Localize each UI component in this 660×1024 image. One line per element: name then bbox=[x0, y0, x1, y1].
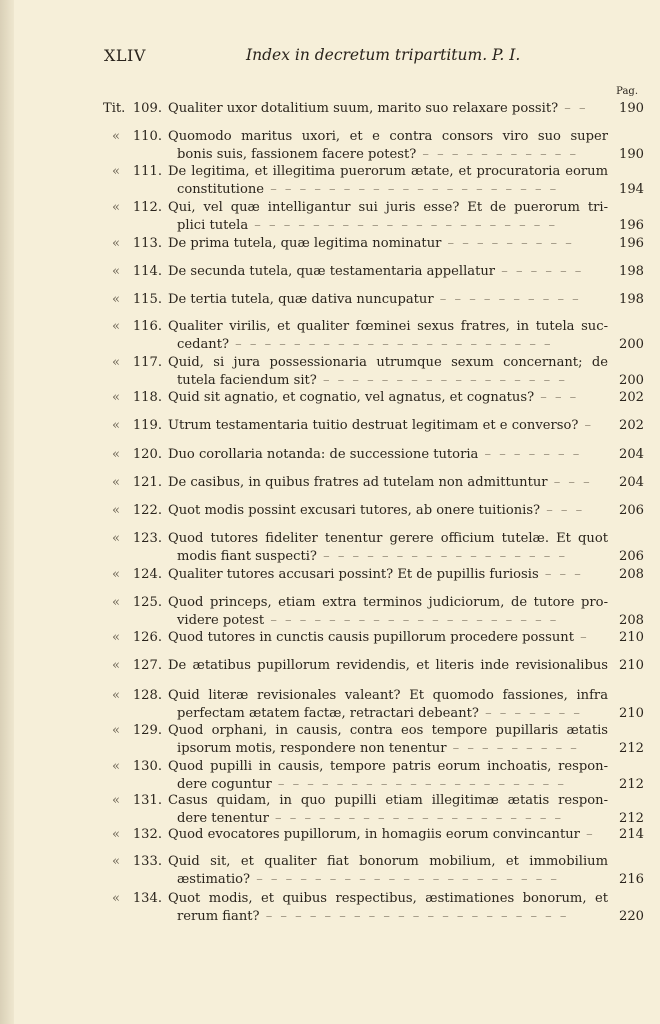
page-reference: 198 bbox=[619, 264, 644, 279]
page-reference: 190 bbox=[619, 147, 644, 162]
entry-line-1: Qualiter uxor dotalitium suum, marito suo relaxare possit? – – bbox=[168, 101, 588, 116]
page-reference: 210 bbox=[619, 658, 644, 673]
entry-prefix: « bbox=[112, 319, 121, 334]
title-number: 129. bbox=[132, 723, 162, 738]
entry-text bbox=[168, 629, 608, 647]
entry-text bbox=[168, 199, 608, 235]
entry-prefix: « bbox=[112, 475, 121, 490]
page-reference: 212 bbox=[619, 741, 644, 756]
entry-line-2: bonis suis, fassionem facere potest? – – – – – – – – – – – bbox=[177, 147, 579, 162]
entry-line-1: Quod orphani, in causis, contra eos tempore pupillaris ætatis bbox=[168, 723, 608, 738]
leader-dots: – – – – – – – – – – – bbox=[416, 147, 579, 162]
entry-line-1: De tertia tutela, quæ dativa nuncupatur – – – – – – – – – – bbox=[168, 292, 581, 307]
leader-dots: – – – – – – – bbox=[478, 447, 582, 462]
title-number: 119. bbox=[132, 418, 162, 433]
title-number: 126. bbox=[132, 630, 162, 645]
page-number: XLIV bbox=[104, 46, 146, 65]
entry-line-1: Quid, si jura possessionaria utrumque sexum concernant; de bbox=[168, 355, 608, 370]
title-number: 131. bbox=[132, 793, 162, 808]
entry-line-1: De legitima, et illegitima puerorum ætate, et procuratoria eorum bbox=[168, 164, 608, 179]
title-number: 132. bbox=[132, 827, 162, 842]
entry-text bbox=[168, 318, 608, 354]
entry-text bbox=[168, 687, 608, 723]
entry-line-2: cedant? – – – – – – – – – – – – – – – – – – – – – – bbox=[177, 337, 553, 352]
title-number: 133. bbox=[132, 854, 162, 869]
leader-dots: – – – – – – – – – – – – – – – – – – – – bbox=[264, 613, 559, 628]
title-number: 122. bbox=[132, 503, 162, 518]
leader-dots: – – – – – – – – – – – – – – – – – bbox=[316, 373, 567, 388]
entry-text bbox=[168, 502, 608, 520]
entry-line-1: De casibus, in quibus fratres ad tutelam non admittuntur – – – bbox=[168, 475, 592, 490]
entry-prefix: Tit. bbox=[103, 101, 126, 116]
title-number: 114. bbox=[132, 264, 162, 279]
title-number: 117. bbox=[132, 355, 162, 370]
title-number: 127. bbox=[132, 658, 162, 673]
entry-prefix: « bbox=[112, 129, 121, 144]
entry-line-1: Casus quidam, in quo pupilli etiam illegitimæ ætatis respon- bbox=[168, 793, 608, 808]
entry-line-1: Quid sit, et qualiter fiat bonorum mobilium, et immobilium bbox=[168, 854, 608, 869]
entry-prefix: « bbox=[112, 418, 121, 433]
title-number: 116. bbox=[132, 319, 162, 334]
entry-prefix: « bbox=[112, 595, 121, 610]
entry-line-1: Qui, vel quæ intelligantur sui juris esse? Et de puerorum tri- bbox=[168, 200, 608, 215]
leader-dots: – – – – – – – bbox=[478, 706, 582, 721]
title-number: 130. bbox=[132, 759, 162, 774]
page-reference: 202 bbox=[619, 418, 644, 433]
entry-prefix: « bbox=[112, 658, 121, 673]
leader-dots: – – – – – – – – – bbox=[441, 236, 574, 251]
page-reference: 200 bbox=[619, 373, 644, 388]
entry-line-1: Utrum testamentaria tuitio destruat legitimam et e converso? – bbox=[168, 418, 594, 433]
entry-line-1: Quot modis possint excusari tutores, ab onere tuitionis? – – – bbox=[168, 503, 585, 518]
page-reference: 212 bbox=[619, 777, 644, 792]
title-number: 134. bbox=[132, 891, 162, 906]
page-reference: 216 bbox=[619, 872, 644, 887]
leader-dots: – – – bbox=[538, 567, 583, 582]
page-reference: 202 bbox=[619, 390, 644, 405]
leader-dots: – – – – – – bbox=[495, 264, 584, 279]
leader-dots: – – – – – – – – – – – – – – – – – – – – – bbox=[259, 909, 569, 924]
entry-text bbox=[168, 474, 608, 492]
entry-prefix: « bbox=[112, 723, 121, 738]
page-reference: 204 bbox=[619, 475, 644, 490]
running-title: Index in decretum tripartitum. P. I. bbox=[246, 46, 521, 64]
page-reference: 206 bbox=[619, 549, 644, 564]
page-reference: 206 bbox=[619, 503, 644, 518]
leader-dots: – – – bbox=[540, 503, 585, 518]
entry-text bbox=[168, 100, 608, 118]
running-header bbox=[104, 46, 644, 70]
entry-line-2: perfectam ætatem factæ, retractari debeant? – – – – – – – bbox=[177, 706, 582, 721]
entry-line-1: Quot modis, et quibus respectibus, æstimationes bonorum, et bbox=[168, 891, 608, 906]
page-reference: 196 bbox=[619, 236, 644, 251]
entry-line-2: tutela faciendum sit? – – – – – – – – – – – – – – – – – bbox=[177, 373, 567, 388]
title-number: 115. bbox=[132, 292, 162, 307]
leader-dots: – – – – – – – – – – bbox=[433, 292, 581, 307]
entry-prefix: « bbox=[112, 759, 121, 774]
page-reference: 204 bbox=[619, 447, 644, 462]
entry-text bbox=[168, 446, 608, 464]
title-number: 112. bbox=[132, 200, 162, 215]
title-number: 118. bbox=[132, 390, 162, 405]
entry-prefix: « bbox=[112, 355, 121, 370]
entry-line-1: Quod evocatores pupillorum, in homagiis eorum convincantur – bbox=[168, 827, 595, 842]
title-number: 113. bbox=[132, 236, 162, 251]
leader-dots: – bbox=[579, 827, 595, 842]
entry-prefix: « bbox=[112, 390, 121, 405]
page-reference: 194 bbox=[619, 182, 644, 197]
entry-line-2: rerum fiant? – – – – – – – – – – – – – – – – – – – – – bbox=[177, 909, 569, 924]
entry-line-2: modis fiant suspecti? – – – – – – – – – – – – – – – – – bbox=[177, 549, 568, 564]
page-reference: 214 bbox=[619, 827, 644, 842]
title-number: 110. bbox=[132, 129, 162, 144]
entry-text bbox=[168, 657, 608, 675]
entry-text bbox=[168, 890, 608, 926]
entry-line-2: constitutione – – – – – – – – – – – – – – – – – – – – bbox=[177, 182, 559, 197]
entry-line-1: Quomodo maritus uxori, et e contra consors viro suo super bbox=[168, 129, 608, 144]
entry-text bbox=[168, 417, 608, 435]
entry-text bbox=[168, 722, 608, 758]
page-reference: 196 bbox=[619, 218, 644, 233]
entry-prefix: « bbox=[112, 531, 121, 546]
entry-prefix: « bbox=[112, 567, 121, 582]
entry-prefix: « bbox=[112, 292, 121, 307]
entry-line-1: Quid sit agnatio, et cognatio, vel agnatus, et cognatus? – – – bbox=[168, 390, 579, 405]
leader-dots: – bbox=[578, 418, 594, 433]
entry-prefix: « bbox=[112, 827, 121, 842]
page-reference: 210 bbox=[619, 630, 644, 645]
entry-line-2: dere tenentur – – – – – – – – – – – – – – – – – – – – bbox=[177, 811, 564, 826]
entry-prefix: « bbox=[112, 630, 121, 645]
entry-prefix: « bbox=[112, 854, 121, 869]
title-number: 121. bbox=[132, 475, 162, 490]
entry-prefix: « bbox=[112, 236, 121, 251]
entry-line-1: Quod tutores in cunctis causis pupillorum procedere possunt – bbox=[168, 630, 589, 645]
entry-text bbox=[168, 853, 608, 889]
leader-dots: – – – – – – – – – – – – – – – – – – – – – bbox=[248, 218, 558, 233]
entry-line-1: Quod tutores fideliter tenentur gerere officium tutelæ. Et quot bbox=[168, 531, 608, 546]
page-reference: 220 bbox=[619, 909, 644, 924]
entry-line-2: videre potest – – – – – – – – – – – – – – – – – – – – bbox=[177, 613, 559, 628]
title-number: 124. bbox=[132, 567, 162, 582]
title-number: 120. bbox=[132, 447, 162, 462]
leader-dots: – – – – – – – – – – – – – – – – – bbox=[316, 549, 568, 564]
page-reference: 208 bbox=[619, 567, 644, 582]
entry-text bbox=[168, 163, 608, 199]
entry-line-1: Qualiter virilis, et qualiter fœminei sexus fratres, in tutela suc- bbox=[168, 319, 608, 334]
entry-line-1: Qualiter tutores accusari possint? Et de pupillis furiosis – – – bbox=[168, 567, 583, 582]
entry-prefix: « bbox=[112, 164, 121, 179]
leader-dots: – – – – – – – – – – – – – – – – – – – – – – bbox=[229, 337, 553, 352]
entry-prefix: « bbox=[112, 891, 121, 906]
leader-dots: – – bbox=[558, 101, 588, 116]
leader-dots: – – – – – – – – – – – – – – – – – – – – bbox=[264, 182, 559, 197]
leader-dots: – – – – – – – – – – – – – – – – – – – – bbox=[268, 811, 564, 826]
entry-prefix: « bbox=[112, 503, 121, 518]
entry-line-1: Duo corollaria notanda: de successione tutoria – – – – – – – bbox=[168, 447, 582, 462]
leader-dots: – – – bbox=[534, 390, 579, 405]
title-number: 123. bbox=[132, 531, 162, 546]
entry-prefix: « bbox=[112, 264, 121, 279]
page-reference: 200 bbox=[619, 337, 644, 352]
leader-dots: – bbox=[573, 630, 589, 645]
page-reference: 208 bbox=[619, 613, 644, 628]
page-reference: 190 bbox=[619, 101, 644, 116]
entry-prefix: « bbox=[112, 200, 121, 215]
entry-line-2: dere coguntur – – – – – – – – – – – – – – – – – – – – bbox=[177, 777, 566, 792]
leader-dots: – – – – – – – – – bbox=[446, 741, 579, 756]
entry-text bbox=[168, 291, 608, 309]
title-number: 109. bbox=[132, 101, 162, 116]
entry-line-1: De prima tutela, quæ legitima nominatur – – – – – – – – – bbox=[168, 236, 574, 251]
entry-text bbox=[168, 594, 608, 630]
entry-text bbox=[168, 389, 608, 407]
title-number: 125. bbox=[132, 595, 162, 610]
entry-line-2: plici tutela – – – – – – – – – – – – – – – – – – – – – bbox=[177, 218, 558, 233]
entry-line-1: Quid literæ revisionales valeant? Et quomodo fassiones, infra bbox=[168, 688, 608, 703]
entry-line-1: De ætatibus pupillorum revidendis, et literis inde revisionalibus bbox=[168, 658, 608, 673]
page-edge bbox=[0, 0, 14, 1024]
entry-text bbox=[168, 792, 608, 828]
entry-prefix: « bbox=[112, 688, 121, 703]
entry-prefix: « bbox=[112, 447, 121, 462]
entry-prefix: « bbox=[112, 793, 121, 808]
entry-text bbox=[168, 826, 608, 844]
title-number: 128. bbox=[132, 688, 162, 703]
page-reference: 210 bbox=[619, 706, 644, 721]
page-column-label: Pag. bbox=[616, 86, 638, 97]
entry-line-1: De secunda tutela, quæ testamentaria appellatur – – – – – – bbox=[168, 264, 584, 279]
entry-text bbox=[168, 758, 608, 794]
entry-line-2: æstimatio? – – – – – – – – – – – – – – – – – – – – – bbox=[177, 872, 559, 887]
leader-dots: – – – – – – – – – – – – – – – – – – – – – bbox=[250, 872, 559, 887]
leader-dots: – – – bbox=[547, 475, 592, 490]
entry-text bbox=[168, 354, 608, 390]
entry-text bbox=[168, 128, 608, 164]
page-reference: 198 bbox=[619, 292, 644, 307]
leader-dots: – – – – – – – – – – – – – – – – – – – – bbox=[271, 777, 566, 792]
entry-line-1: Quod pupilli in causis, tempore patris eorum inchoatis, respon- bbox=[168, 759, 608, 774]
entry-text bbox=[168, 566, 608, 584]
entry-text bbox=[168, 530, 608, 566]
title-number: 111. bbox=[132, 164, 162, 179]
entry-text bbox=[168, 235, 608, 253]
entry-line-1: Quod princeps, etiam extra terminos judiciorum, de tutore pro- bbox=[168, 595, 608, 610]
page-reference: 212 bbox=[619, 811, 644, 826]
entry-text bbox=[168, 263, 608, 281]
entry-line-2: ipsorum motis, respondere non tenentur – – – – – – – – – bbox=[177, 741, 579, 756]
